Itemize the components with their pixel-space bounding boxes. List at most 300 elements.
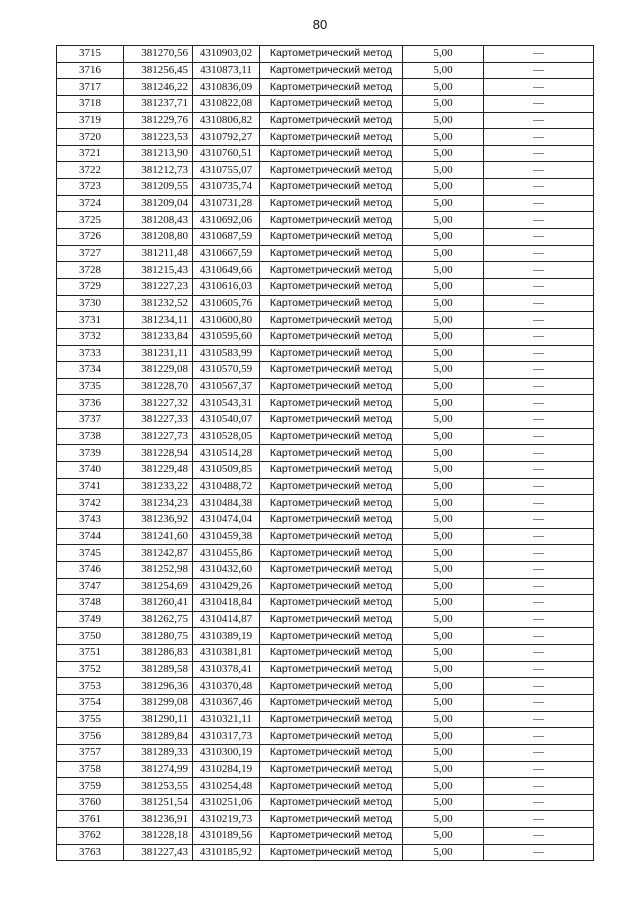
x-coordinate-cell: 381227,23 [124, 278, 193, 295]
method-cell: Картометрический метод [260, 195, 403, 212]
method-cell: Картометрический метод [260, 628, 403, 645]
error-cell: 5,00 [403, 462, 484, 479]
x-coordinate-cell: 381246,22 [124, 79, 193, 96]
error-cell: 5,00 [403, 129, 484, 146]
y-coordinate-cell: 4310543,31 [193, 395, 260, 412]
error-cell: 5,00 [403, 528, 484, 545]
x-coordinate-cell: 381209,04 [124, 195, 193, 212]
table-row [57, 362, 594, 379]
method-cell: Картометрический метод [260, 478, 403, 495]
error-cell: 5,00 [403, 162, 484, 179]
method-cell: Картометрический метод [260, 295, 403, 312]
table-row [57, 844, 594, 861]
note-cell: — [484, 844, 594, 861]
error-cell: 5,00 [403, 428, 484, 445]
note-cell: — [484, 212, 594, 229]
method-cell: Картометрический метод [260, 611, 403, 628]
table-row [57, 445, 594, 462]
method-cell: Картометрический метод [260, 378, 403, 395]
x-coordinate-cell: 381254,69 [124, 578, 193, 595]
method-cell: Картометрический метод [260, 212, 403, 229]
point-number-cell: 3746 [57, 561, 124, 578]
y-coordinate-cell: 4310367,46 [193, 694, 260, 711]
x-coordinate-cell: 381208,80 [124, 229, 193, 246]
point-number-cell: 3738 [57, 428, 124, 445]
x-coordinate-cell: 381299,08 [124, 694, 193, 711]
error-cell: 5,00 [403, 478, 484, 495]
error-cell: 5,00 [403, 778, 484, 795]
error-cell: 5,00 [403, 95, 484, 112]
error-cell: 5,00 [403, 711, 484, 728]
note-cell: — [484, 478, 594, 495]
x-coordinate-cell: 381233,84 [124, 328, 193, 345]
note-cell: — [484, 628, 594, 645]
x-coordinate-cell: 381234,23 [124, 495, 193, 512]
y-coordinate-cell: 4310219,73 [193, 811, 260, 828]
x-coordinate-cell: 381211,48 [124, 245, 193, 262]
point-number-cell: 3744 [57, 528, 124, 545]
table-row [57, 694, 594, 711]
error-cell: 5,00 [403, 362, 484, 379]
error-cell: 5,00 [403, 761, 484, 778]
note-cell: — [484, 262, 594, 279]
method-cell: Картометрический метод [260, 545, 403, 562]
point-number-cell: 3728 [57, 262, 124, 279]
note-cell: — [484, 445, 594, 462]
x-coordinate-cell: 381252,98 [124, 561, 193, 578]
error-cell: 5,00 [403, 794, 484, 811]
note-cell: — [484, 645, 594, 662]
error-cell: 5,00 [403, 611, 484, 628]
method-cell: Картометрический метод [260, 645, 403, 662]
page-number: 80 [312, 17, 328, 32]
table-row [57, 478, 594, 495]
error-cell: 5,00 [403, 811, 484, 828]
table-row [57, 46, 594, 63]
error-cell: 5,00 [403, 578, 484, 595]
error-cell: 5,00 [403, 645, 484, 662]
note-cell: — [484, 678, 594, 695]
y-coordinate-cell: 4310317,73 [193, 728, 260, 745]
method-cell: Картометрический метод [260, 794, 403, 811]
x-coordinate-cell: 381229,48 [124, 462, 193, 479]
error-cell: 5,00 [403, 79, 484, 96]
table-row [57, 578, 594, 595]
point-number-cell: 3731 [57, 312, 124, 329]
method-cell: Картометрический метод [260, 561, 403, 578]
x-coordinate-cell: 381289,84 [124, 728, 193, 745]
y-coordinate-cell: 4310321,11 [193, 711, 260, 728]
error-cell: 5,00 [403, 744, 484, 761]
error-cell: 5,00 [403, 495, 484, 512]
error-cell: 5,00 [403, 395, 484, 412]
method-cell: Картометрический метод [260, 595, 403, 612]
note-cell: — [484, 162, 594, 179]
note-cell: — [484, 62, 594, 79]
note-cell: — [484, 611, 594, 628]
point-number-cell: 3717 [57, 79, 124, 96]
x-coordinate-cell: 381227,33 [124, 412, 193, 429]
point-number-cell: 3760 [57, 794, 124, 811]
y-coordinate-cell: 4310583,99 [193, 345, 260, 362]
point-number-cell: 3719 [57, 112, 124, 129]
method-cell: Картометрический метод [260, 761, 403, 778]
note-cell: — [484, 428, 594, 445]
error-cell: 5,00 [403, 445, 484, 462]
x-coordinate-cell: 381270,56 [124, 46, 193, 63]
error-cell: 5,00 [403, 179, 484, 196]
note-cell: — [484, 229, 594, 246]
x-coordinate-cell: 381274,99 [124, 761, 193, 778]
note-cell: — [484, 711, 594, 728]
method-cell: Картометрический метод [260, 129, 403, 146]
y-coordinate-cell: 4310251,06 [193, 794, 260, 811]
method-cell: Картометрический метод [260, 578, 403, 595]
table-row [57, 711, 594, 728]
method-cell: Картометрический метод [260, 428, 403, 445]
x-coordinate-cell: 381256,45 [124, 62, 193, 79]
y-coordinate-cell: 4310570,59 [193, 362, 260, 379]
error-cell: 5,00 [403, 694, 484, 711]
y-coordinate-cell: 4310474,04 [193, 511, 260, 528]
note-cell: — [484, 345, 594, 362]
table-row [57, 378, 594, 395]
method-cell: Картометрический метод [260, 511, 403, 528]
method-cell: Картометрический метод [260, 445, 403, 462]
note-cell: — [484, 412, 594, 429]
y-coordinate-cell: 4310484,38 [193, 495, 260, 512]
point-number-cell: 3762 [57, 828, 124, 845]
point-number-cell: 3727 [57, 245, 124, 262]
method-cell: Картометрический метод [260, 462, 403, 479]
note-cell: — [484, 312, 594, 329]
method-cell: Картометрический метод [260, 744, 403, 761]
method-cell: Картометрический метод [260, 112, 403, 129]
x-coordinate-cell: 381290,11 [124, 711, 193, 728]
method-cell: Картометрический метод [260, 694, 403, 711]
note-cell: — [484, 362, 594, 379]
table-row [57, 828, 594, 845]
x-coordinate-cell: 381212,73 [124, 162, 193, 179]
note-cell: — [484, 828, 594, 845]
error-cell: 5,00 [403, 828, 484, 845]
y-coordinate-cell: 4310806,82 [193, 112, 260, 129]
x-coordinate-cell: 381286,83 [124, 645, 193, 662]
point-number-cell: 3756 [57, 728, 124, 745]
method-cell: Картометрический метод [260, 728, 403, 745]
y-coordinate-cell: 4310873,11 [193, 62, 260, 79]
point-number-cell: 3722 [57, 162, 124, 179]
y-coordinate-cell: 4310185,92 [193, 844, 260, 861]
y-coordinate-cell: 4310649,66 [193, 262, 260, 279]
error-cell: 5,00 [403, 678, 484, 695]
point-number-cell: 3737 [57, 412, 124, 429]
y-coordinate-cell: 4310528,05 [193, 428, 260, 445]
point-number-cell: 3725 [57, 212, 124, 229]
note-cell: — [484, 179, 594, 196]
method-cell: Картометрический метод [260, 145, 403, 162]
note-cell: — [484, 295, 594, 312]
x-coordinate-cell: 381208,43 [124, 212, 193, 229]
point-number-cell: 3720 [57, 129, 124, 146]
method-cell: Картометрический метод [260, 345, 403, 362]
x-coordinate-cell: 381251,54 [124, 794, 193, 811]
point-number-cell: 3753 [57, 678, 124, 695]
y-coordinate-cell: 4310692,06 [193, 212, 260, 229]
x-coordinate-cell: 381228,94 [124, 445, 193, 462]
note-cell: — [484, 578, 594, 595]
y-coordinate-cell: 4310370,48 [193, 678, 260, 695]
note-cell: — [484, 495, 594, 512]
x-coordinate-cell: 381237,71 [124, 95, 193, 112]
y-coordinate-cell: 4310189,56 [193, 828, 260, 845]
point-number-cell: 3726 [57, 229, 124, 246]
point-number-cell: 3734 [57, 362, 124, 379]
y-coordinate-cell: 4310488,72 [193, 478, 260, 495]
table-row [57, 262, 594, 279]
error-cell: 5,00 [403, 628, 484, 645]
x-coordinate-cell: 381242,87 [124, 545, 193, 562]
note-cell: — [484, 694, 594, 711]
table-row [57, 495, 594, 512]
table-row [57, 112, 594, 129]
error-cell: 5,00 [403, 195, 484, 212]
y-coordinate-cell: 4310432,60 [193, 561, 260, 578]
y-coordinate-cell: 4310731,28 [193, 195, 260, 212]
x-coordinate-cell: 381209,55 [124, 179, 193, 196]
error-cell: 5,00 [403, 661, 484, 678]
point-number-cell: 3735 [57, 378, 124, 395]
error-cell: 5,00 [403, 278, 484, 295]
table-row [57, 611, 594, 628]
note-cell: — [484, 561, 594, 578]
table-row [57, 145, 594, 162]
y-coordinate-cell: 4310616,03 [193, 278, 260, 295]
y-coordinate-cell: 4310300,19 [193, 744, 260, 761]
table-row [57, 395, 594, 412]
method-cell: Картометрический метод [260, 495, 403, 512]
table-row [57, 245, 594, 262]
method-cell: Картометрический метод [260, 778, 403, 795]
method-cell: Картометрический метод [260, 395, 403, 412]
note-cell: — [484, 79, 594, 96]
y-coordinate-cell: 4310429,26 [193, 578, 260, 595]
note-cell: — [484, 511, 594, 528]
x-coordinate-cell: 381227,32 [124, 395, 193, 412]
method-cell: Картометрический метод [260, 711, 403, 728]
y-coordinate-cell: 4310903,02 [193, 46, 260, 63]
method-cell: Картометрический метод [260, 362, 403, 379]
point-number-cell: 3755 [57, 711, 124, 728]
point-number-cell: 3715 [57, 46, 124, 63]
point-number-cell: 3747 [57, 578, 124, 595]
error-cell: 5,00 [403, 262, 484, 279]
error-cell: 5,00 [403, 345, 484, 362]
table-row [57, 528, 594, 545]
error-cell: 5,00 [403, 295, 484, 312]
point-number-cell: 3732 [57, 328, 124, 345]
table-row [57, 162, 594, 179]
point-number-cell: 3742 [57, 495, 124, 512]
point-number-cell: 3759 [57, 778, 124, 795]
note-cell: — [484, 528, 594, 545]
method-cell: Картометрический метод [260, 661, 403, 678]
note-cell: — [484, 778, 594, 795]
error-cell: 5,00 [403, 62, 484, 79]
error-cell: 5,00 [403, 595, 484, 612]
y-coordinate-cell: 4310459,38 [193, 528, 260, 545]
method-cell: Картометрический метод [260, 412, 403, 429]
y-coordinate-cell: 4310667,59 [193, 245, 260, 262]
note-cell: — [484, 661, 594, 678]
point-number-cell: 3736 [57, 395, 124, 412]
y-coordinate-cell: 4310381,81 [193, 645, 260, 662]
point-number-cell: 3750 [57, 628, 124, 645]
y-coordinate-cell: 4310514,28 [193, 445, 260, 462]
point-number-cell: 3749 [57, 611, 124, 628]
table-row [57, 345, 594, 362]
x-coordinate-cell: 381228,18 [124, 828, 193, 845]
note-cell: — [484, 462, 594, 479]
y-coordinate-cell: 4310455,86 [193, 545, 260, 562]
table-row [57, 778, 594, 795]
y-coordinate-cell: 4310595,60 [193, 328, 260, 345]
method-cell: Картометрический метод [260, 95, 403, 112]
point-number-cell: 3733 [57, 345, 124, 362]
error-cell: 5,00 [403, 545, 484, 562]
error-cell: 5,00 [403, 112, 484, 129]
note-cell: — [484, 395, 594, 412]
note-cell: — [484, 744, 594, 761]
table-row [57, 661, 594, 678]
point-number-cell: 3761 [57, 811, 124, 828]
method-cell: Картометрический метод [260, 62, 403, 79]
method-cell: Картометрический метод [260, 312, 403, 329]
table-row [57, 212, 594, 229]
table-row [57, 412, 594, 429]
x-coordinate-cell: 381228,70 [124, 378, 193, 395]
note-cell: — [484, 278, 594, 295]
point-number-cell: 3757 [57, 744, 124, 761]
error-cell: 5,00 [403, 511, 484, 528]
point-number-cell: 3718 [57, 95, 124, 112]
table-row [57, 462, 594, 479]
note-cell: — [484, 46, 594, 63]
x-coordinate-cell: 381229,76 [124, 112, 193, 129]
note-cell: — [484, 129, 594, 146]
y-coordinate-cell: 4310600,80 [193, 312, 260, 329]
y-coordinate-cell: 4310792,27 [193, 129, 260, 146]
note-cell: — [484, 728, 594, 745]
method-cell: Картометрический метод [260, 46, 403, 63]
table-row [57, 95, 594, 112]
note-cell: — [484, 95, 594, 112]
method-cell: Картометрический метод [260, 229, 403, 246]
y-coordinate-cell: 4310418,84 [193, 595, 260, 612]
method-cell: Картометрический метод [260, 262, 403, 279]
x-coordinate-cell: 381236,92 [124, 511, 193, 528]
table-row [57, 561, 594, 578]
table-row [57, 278, 594, 295]
method-cell: Картометрический метод [260, 328, 403, 345]
table-row [57, 761, 594, 778]
table-row [57, 744, 594, 761]
y-coordinate-cell: 4310567,37 [193, 378, 260, 395]
point-number-cell: 3730 [57, 295, 124, 312]
error-cell: 5,00 [403, 46, 484, 63]
table-row [57, 811, 594, 828]
table-row [57, 628, 594, 645]
table-row [57, 328, 594, 345]
point-number-cell: 3754 [57, 694, 124, 711]
point-number-cell: 3739 [57, 445, 124, 462]
error-cell: 5,00 [403, 245, 484, 262]
point-number-cell: 3743 [57, 511, 124, 528]
method-cell: Картометрический метод [260, 828, 403, 845]
table-row [57, 545, 594, 562]
point-number-cell: 3748 [57, 595, 124, 612]
note-cell: — [484, 328, 594, 345]
point-number-cell: 3758 [57, 761, 124, 778]
table-row [57, 595, 594, 612]
x-coordinate-cell: 381253,55 [124, 778, 193, 795]
error-cell: 5,00 [403, 378, 484, 395]
y-coordinate-cell: 4310414,87 [193, 611, 260, 628]
x-coordinate-cell: 381241,60 [124, 528, 193, 545]
x-coordinate-cell: 381262,75 [124, 611, 193, 628]
point-number-cell: 3740 [57, 462, 124, 479]
table-row [57, 428, 594, 445]
point-number-cell: 3751 [57, 645, 124, 662]
error-cell: 5,00 [403, 412, 484, 429]
y-coordinate-cell: 4310605,76 [193, 295, 260, 312]
point-number-cell: 3721 [57, 145, 124, 162]
method-cell: Картометрический метод [260, 162, 403, 179]
y-coordinate-cell: 4310755,07 [193, 162, 260, 179]
y-coordinate-cell: 4310760,51 [193, 145, 260, 162]
note-cell: — [484, 112, 594, 129]
error-cell: 5,00 [403, 212, 484, 229]
y-coordinate-cell: 4310735,74 [193, 179, 260, 196]
note-cell: — [484, 761, 594, 778]
table-row [57, 62, 594, 79]
note-cell: — [484, 545, 594, 562]
point-number-cell: 3724 [57, 195, 124, 212]
table-row [57, 79, 594, 96]
error-cell: 5,00 [403, 312, 484, 329]
y-coordinate-cell: 4310540,07 [193, 412, 260, 429]
note-cell: — [484, 595, 594, 612]
y-coordinate-cell: 4310836,09 [193, 79, 260, 96]
method-cell: Картометрический метод [260, 79, 403, 96]
method-cell: Картометрический метод [260, 278, 403, 295]
error-cell: 5,00 [403, 229, 484, 246]
x-coordinate-cell: 381260,41 [124, 595, 193, 612]
point-number-cell: 3745 [57, 545, 124, 562]
y-coordinate-cell: 4310822,08 [193, 95, 260, 112]
note-cell: — [484, 245, 594, 262]
point-number-cell: 3729 [57, 278, 124, 295]
note-cell: — [484, 195, 594, 212]
x-coordinate-cell: 381215,43 [124, 262, 193, 279]
x-coordinate-cell: 381234,11 [124, 312, 193, 329]
x-coordinate-cell: 381289,58 [124, 661, 193, 678]
table-row [57, 794, 594, 811]
note-cell: — [484, 811, 594, 828]
method-cell: Картометрический метод [260, 678, 403, 695]
error-cell: 5,00 [403, 328, 484, 345]
table-row [57, 645, 594, 662]
